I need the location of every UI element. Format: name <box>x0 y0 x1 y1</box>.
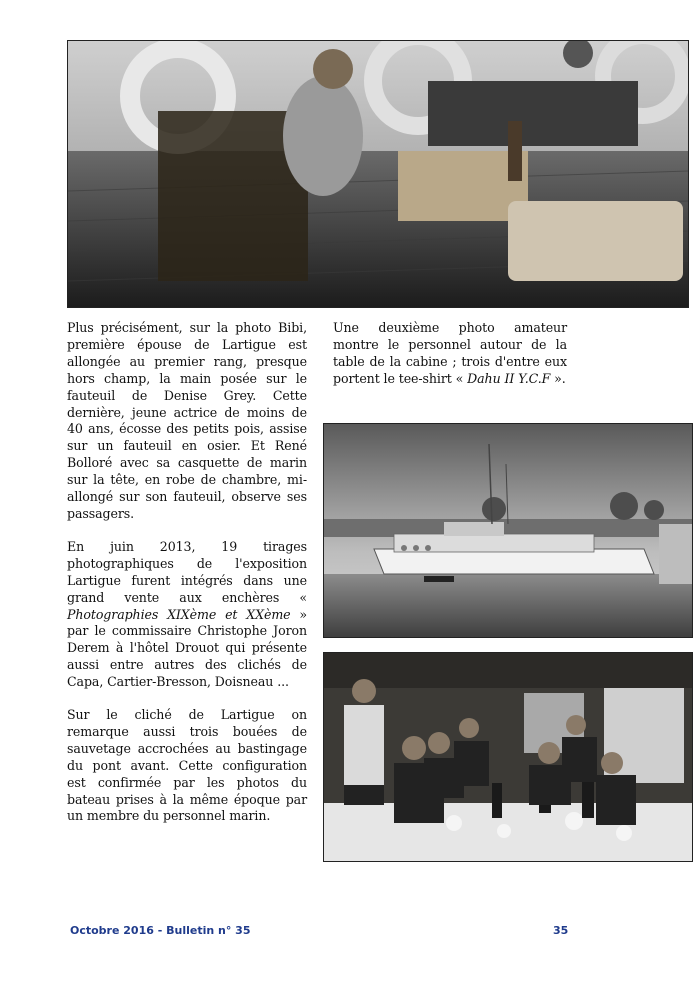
page-number: 35 <box>553 924 569 937</box>
text-run: Plus précisément, sur la photo Bibi, première épouse de Lartigue est allongée au premier rang, presque hors champ, la main posée sur le fauteuil de Denise Grey. Cette dernière, jeune actrice de moins de 40 ans, écosse des petits pois, assise sur un fauteuil en osier. Et René Bolloré avec sa casquette de marin sur la tête, en robe de chambre, mi-allongé sur son fauteuil, observe ses passagers. <box>67 320 307 521</box>
photo-deck-scene <box>67 40 689 308</box>
photo-yacht <box>323 423 693 638</box>
italic-text: Photographies XIXème et XXème <box>67 606 291 622</box>
text-column-right <box>333 320 567 404</box>
photo-cabin-crew <box>323 652 693 862</box>
footer-issue: Octobre 2016 - Bulletin n° 35 <box>70 924 251 937</box>
text-run: ». <box>550 370 566 386</box>
paragraph <box>67 707 307 825</box>
text-column-left <box>67 320 307 841</box>
text-run: » par le commissaire Christophe Joron Derem à l'hôtel Drouot qui présente aussi entre autres des clichés de Capa, Cartier-Bresson, Doisneau ... <box>67 606 307 690</box>
paragraph <box>333 320 567 388</box>
text-run: Sur le cliché de Lartigue on remarque aussi trois bouées de sauvetage accrochées au bastingage du pont avant. Cette configuration est confirmée par les photos du bateau prises à la même époque par un membre du personnel marin. <box>67 707 307 824</box>
text-run: Une deuxième photo amateur montre le personnel autour de la table de la cabine ; trois d'entre eux portent le tee-shirt « <box>333 320 567 386</box>
paragraph <box>67 320 307 523</box>
paragraph <box>67 539 307 691</box>
text-run: En juin 2013, 19 tirages photographiques de l'exposition Lartigue furent intégrés dans une grand vente aux enchères « <box>67 538 307 605</box>
italic-text: Dahu II Y.C.F <box>467 370 551 386</box>
